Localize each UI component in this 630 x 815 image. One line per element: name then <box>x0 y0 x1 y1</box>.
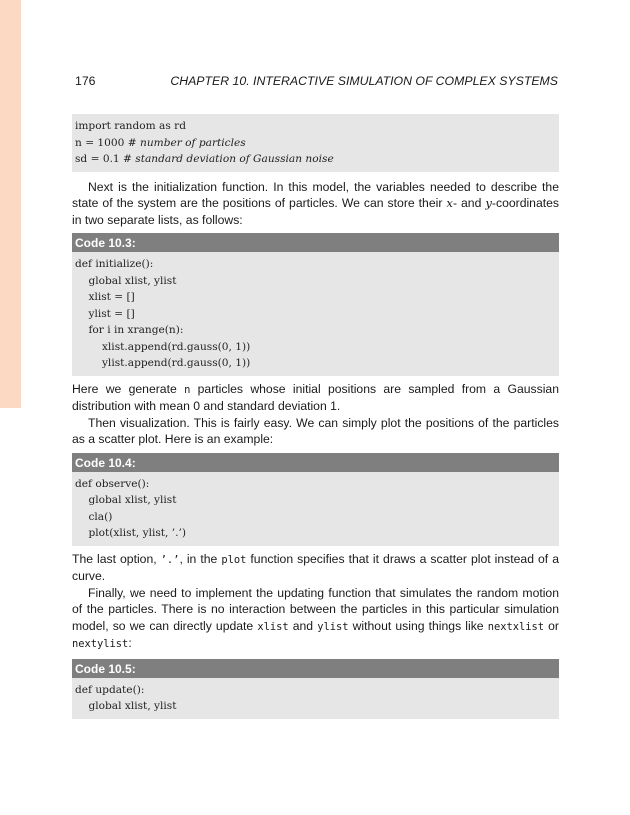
code-line: ylist = [] <box>75 307 135 320</box>
code-line: ylist.append(rd.gauss(0, 1)) <box>75 357 251 369</box>
paragraph-text: Finally, we need to implement the updating function that simulates the random motion of the particles. There is no interaction between the particles in this particular simulation model, so we can directly update <box>72 585 559 633</box>
inline-code: ylist <box>317 620 349 633</box>
chapter-title: CHAPTER 10. INTERACTIVE SIMULATION OF COMPLEX SYSTEMS <box>170 74 558 88</box>
paragraph-plot-option <box>72 551 559 585</box>
code-listing-10-5 <box>72 659 559 719</box>
code-listing-body <box>72 678 559 719</box>
code-line: plot(xlist, ylist, ’.’) <box>75 527 187 539</box>
inline-code: plot <box>221 553 247 566</box>
paragraph-text: The last option, <box>72 551 161 566</box>
code-line: global xlist, ylist <box>75 700 177 712</box>
code-line: global xlist, ylist <box>75 494 177 506</box>
code-listing-title: Code 10.5: <box>72 659 559 678</box>
paragraph-text: function specifies that it draws a scatter plot instead of a curve. <box>72 551 559 583</box>
code-listing-10-3 <box>72 233 559 376</box>
paragraph-text: -coordinates in two separate lists, as follows: <box>72 196 559 227</box>
code-line: global xlist, ylist <box>75 274 177 287</box>
paragraph-text: and <box>288 618 318 633</box>
math-variable-x: x <box>446 196 453 210</box>
math-variable-y: y <box>485 196 492 210</box>
code-line: for i in xrange(n): <box>75 324 184 336</box>
paragraph-text: particles whose initial positions are sampled from a Gaussian distribution with mean 0 and standard deviation 1. <box>72 381 559 413</box>
code-line <box>75 151 556 168</box>
code-line: import random as rd <box>75 120 187 132</box>
paragraph-initial-positions <box>72 381 559 415</box>
code-listing-10-4 <box>72 453 559 546</box>
paragraph-text: Next is the initialization function. In this model, the variables needed to describe the state of the system are the positions of particles. We can store their <box>72 179 559 210</box>
inline-code: nextxlist <box>487 620 545 633</box>
page-header <box>72 74 558 90</box>
code-listing-title: Code 10.4: <box>72 453 559 472</box>
inline-code: xlist <box>257 620 289 633</box>
paragraph-text: - and <box>452 196 486 210</box>
code-line: xlist.append(rd.gauss(0, 1)) <box>75 340 251 353</box>
code-comment: # number of particles <box>127 136 246 149</box>
code-text: sd = 0.1 <box>75 153 124 165</box>
code-block-parameters <box>72 114 559 172</box>
paragraph-initialization <box>72 179 559 229</box>
paragraph-text: , in the <box>179 551 222 566</box>
paragraph-visualization: Then visualization. This is fairly easy. We can simply plot the positions of the particles as a scatter plot. Here is an example: <box>72 415 559 446</box>
code-listing-title: Code 10.3: <box>72 233 559 252</box>
code-text: n = 1000 <box>75 136 128 149</box>
paragraph-text: or <box>544 618 559 633</box>
paragraph-updating <box>72 585 559 653</box>
code-line: xlist = [] <box>75 291 135 303</box>
paragraph-text: : <box>128 636 132 650</box>
code-comment: # standard deviation of Gaussian noise <box>123 153 334 165</box>
inline-code: n <box>184 383 191 396</box>
margin-color-strip <box>0 0 21 408</box>
page-content <box>72 114 559 719</box>
code-line: def initialize(): <box>75 258 154 270</box>
code-line: def update(): <box>75 683 145 696</box>
code-line: def observe(): <box>75 477 150 490</box>
paragraph-text: without using things like <box>348 618 488 633</box>
code-line <box>75 135 556 152</box>
code-listing-body <box>72 472 559 546</box>
inline-code: nextylist <box>72 638 129 650</box>
inline-code: ’.’ <box>160 553 180 566</box>
paragraph-text: Here we generate <box>72 381 185 396</box>
page-number: 176 <box>75 74 96 88</box>
code-line: cla() <box>75 510 113 523</box>
code-listing-body <box>72 252 559 376</box>
